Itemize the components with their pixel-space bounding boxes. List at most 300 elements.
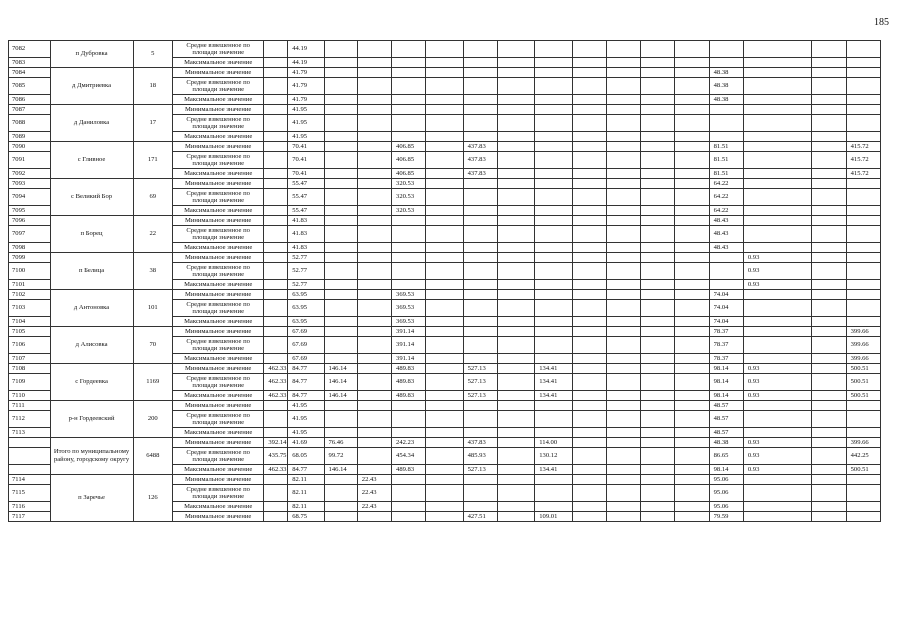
value-cell <box>463 68 497 78</box>
value-cell <box>846 105 880 115</box>
value-cell <box>264 105 288 115</box>
value-cell <box>743 206 812 216</box>
value-cell <box>572 179 606 189</box>
value-cell <box>264 502 288 512</box>
value-cell <box>641 401 675 411</box>
value-cell <box>357 448 391 465</box>
value-cell: 399.66 <box>846 354 880 364</box>
value-cell <box>324 502 357 512</box>
value-cell <box>426 485 463 502</box>
value-cell <box>606 41 640 58</box>
value-cell <box>324 226 357 243</box>
value-cell <box>846 189 880 206</box>
value-cell <box>426 364 463 374</box>
value-cell: 81.51 <box>709 142 743 152</box>
value-cell <box>641 512 675 522</box>
value-cell <box>675 280 709 290</box>
value-cell <box>675 502 709 512</box>
value-cell: 67.69 <box>288 337 324 354</box>
value-cell: 95.06 <box>709 485 743 502</box>
value-cell <box>743 485 812 502</box>
value-cell <box>743 327 812 337</box>
value-cell <box>743 428 812 438</box>
value-cell <box>426 253 463 263</box>
settlement-name: р-н Гордеевский <box>50 401 133 438</box>
value-cell: 41.95 <box>288 105 324 115</box>
value-cell <box>463 189 497 206</box>
page-number: 185 <box>874 17 889 28</box>
value-cell <box>324 253 357 263</box>
value-cell: 391.14 <box>392 354 426 364</box>
value-cell: 64.22 <box>709 206 743 216</box>
value-cell <box>572 189 606 206</box>
value-cell <box>426 337 463 354</box>
value-cell <box>497 485 534 502</box>
value-cell: 22.43 <box>357 485 391 502</box>
row-number: 7085 <box>9 78 51 95</box>
value-cell <box>357 374 391 391</box>
settlement-name: п Белица <box>50 253 133 290</box>
value-cell <box>324 290 357 300</box>
value-cell <box>497 132 534 142</box>
value-cell <box>392 58 426 68</box>
value-cell <box>675 485 709 502</box>
value-cell <box>264 152 288 169</box>
value-cell <box>426 263 463 280</box>
value-cell <box>264 317 288 327</box>
value-cell <box>426 290 463 300</box>
value-cell <box>572 411 606 428</box>
value-cell <box>497 374 534 391</box>
value-cell <box>812 475 846 485</box>
value-cell <box>463 216 497 226</box>
value-cell <box>812 41 846 58</box>
value-cell <box>463 253 497 263</box>
value-cell <box>572 327 606 337</box>
value-cell <box>535 132 572 142</box>
value-cell <box>463 428 497 438</box>
value-cell <box>535 41 572 58</box>
value-cell <box>535 428 572 438</box>
value-cell <box>846 206 880 216</box>
value-cell <box>264 78 288 95</box>
value-cell: 462.33 <box>264 364 288 374</box>
value-cell <box>426 438 463 448</box>
value-cell <box>497 95 534 105</box>
value-cell: 70.41 <box>288 142 324 152</box>
value-cell <box>497 465 534 475</box>
value-cell <box>675 475 709 485</box>
value-kind: Средне взвешенное по площади значение <box>173 337 264 354</box>
value-cell: 98.14 <box>709 391 743 401</box>
value-cell: 146.14 <box>324 391 357 401</box>
value-cell: 399.66 <box>846 327 880 337</box>
value-cell: 78.37 <box>709 337 743 354</box>
value-cell <box>846 401 880 411</box>
row-number: 7096 <box>9 216 51 226</box>
value-cell <box>846 243 880 253</box>
value-kind: Средне взвешенное по площади значение <box>173 78 264 95</box>
value-cell <box>641 115 675 132</box>
value-cell <box>606 78 640 95</box>
value-cell <box>497 142 534 152</box>
value-cell <box>572 226 606 243</box>
value-cell <box>812 317 846 327</box>
value-cell <box>812 115 846 132</box>
value-cell <box>535 475 572 485</box>
value-cell <box>324 475 357 485</box>
value-cell <box>606 95 640 105</box>
value-cell <box>641 253 675 263</box>
value-cell <box>846 263 880 280</box>
value-cell <box>535 337 572 354</box>
value-cell <box>497 189 534 206</box>
table-row <box>9 290 881 300</box>
value-kind: Максимальное значение <box>173 428 264 438</box>
value-cell: 74.04 <box>709 317 743 327</box>
row-number: 7114 <box>9 475 51 485</box>
value-cell: 0.93 <box>743 438 812 448</box>
value-cell <box>426 78 463 95</box>
population: 70 <box>133 327 172 364</box>
row-number: 7116 <box>9 502 51 512</box>
value-cell <box>812 364 846 374</box>
row-number: 7117 <box>9 512 51 522</box>
value-cell <box>264 300 288 317</box>
value-cell <box>324 327 357 337</box>
value-cell: 462.33 <box>264 374 288 391</box>
value-cell: 84.77 <box>288 364 324 374</box>
value-cell <box>743 78 812 95</box>
row-number: 7088 <box>9 115 51 132</box>
value-cell <box>846 179 880 189</box>
row-number: 7113 <box>9 428 51 438</box>
value-cell <box>606 206 640 216</box>
value-cell: 48.38 <box>709 95 743 105</box>
value-cell <box>357 263 391 280</box>
value-cell <box>357 253 391 263</box>
value-cell <box>324 115 357 132</box>
value-cell: 48.57 <box>709 401 743 411</box>
row-number: 7104 <box>9 317 51 327</box>
value-cell <box>324 428 357 438</box>
value-cell <box>572 68 606 78</box>
value-cell <box>264 428 288 438</box>
value-cell <box>709 280 743 290</box>
value-cell <box>812 132 846 142</box>
table-row <box>9 327 881 337</box>
value-cell <box>606 105 640 115</box>
value-cell <box>675 216 709 226</box>
value-cell: 78.37 <box>709 327 743 337</box>
table-row <box>9 41 881 58</box>
value-kind: Минимальное значение <box>173 290 264 300</box>
value-cell <box>324 512 357 522</box>
value-cell <box>675 465 709 475</box>
value-cell: 114.00 <box>535 438 572 448</box>
value-cell <box>606 411 640 428</box>
value-cell: 109.01 <box>535 512 572 522</box>
value-cell <box>812 438 846 448</box>
row-number: 7093 <box>9 179 51 189</box>
value-cell: 86.65 <box>709 448 743 465</box>
value-cell: 48.38 <box>709 78 743 95</box>
value-cell <box>641 206 675 216</box>
value-cell <box>535 152 572 169</box>
value-cell: 146.14 <box>324 374 357 391</box>
value-cell <box>812 512 846 522</box>
value-cell <box>641 78 675 95</box>
value-cell: 44.19 <box>288 41 324 58</box>
population: 22 <box>133 216 172 253</box>
value-cell <box>675 132 709 142</box>
value-cell <box>392 502 426 512</box>
value-cell: 369.53 <box>392 317 426 327</box>
value-cell <box>535 115 572 132</box>
population: 1169 <box>133 364 172 401</box>
value-cell <box>572 78 606 95</box>
value-cell: 415.72 <box>846 142 880 152</box>
value-cell <box>426 512 463 522</box>
value-cell <box>675 243 709 253</box>
value-cell <box>535 243 572 253</box>
value-cell <box>357 327 391 337</box>
value-cell <box>497 169 534 179</box>
value-cell <box>426 189 463 206</box>
value-cell: 427.51 <box>463 512 497 522</box>
value-cell <box>357 300 391 317</box>
value-cell <box>497 78 534 95</box>
value-cell <box>572 115 606 132</box>
value-cell <box>357 391 391 401</box>
value-cell <box>426 68 463 78</box>
value-cell <box>641 364 675 374</box>
row-number: 7102 <box>9 290 51 300</box>
value-cell <box>675 68 709 78</box>
value-cell <box>709 58 743 68</box>
value-kind: Средне взвешенное по площади значение <box>173 226 264 243</box>
value-cell <box>572 243 606 253</box>
settlement-name: д Дмитриевка <box>50 68 133 105</box>
value-cell <box>606 448 640 465</box>
value-cell <box>324 68 357 78</box>
value-cell <box>426 411 463 428</box>
value-cell <box>743 502 812 512</box>
value-cell <box>463 502 497 512</box>
table-row <box>9 475 881 485</box>
value-cell <box>264 337 288 354</box>
value-cell <box>709 105 743 115</box>
settlement-name: п Борец <box>50 216 133 253</box>
row-number <box>9 465 51 475</box>
table-row <box>9 68 881 78</box>
row-number: 7110 <box>9 391 51 401</box>
value-cell <box>743 226 812 243</box>
value-cell <box>392 475 426 485</box>
value-cell <box>743 95 812 105</box>
value-cell: 22.43 <box>357 502 391 512</box>
row-number: 7107 <box>9 354 51 364</box>
value-cell <box>675 428 709 438</box>
value-cell <box>357 105 391 115</box>
value-cell <box>812 428 846 438</box>
value-cell <box>497 300 534 317</box>
value-cell <box>812 78 846 95</box>
value-cell <box>497 401 534 411</box>
value-cell <box>606 169 640 179</box>
value-cell <box>426 502 463 512</box>
value-cell <box>426 142 463 152</box>
value-cell: 406.85 <box>392 142 426 152</box>
value-kind: Минимальное значение <box>173 216 264 226</box>
value-cell: 48.43 <box>709 226 743 243</box>
value-kind: Минимальное значение <box>173 401 264 411</box>
value-cell: 48.43 <box>709 216 743 226</box>
value-kind: Средне взвешенное по площади значение <box>173 263 264 280</box>
settlement-name: Итого по муниципальному району, городскому округу <box>50 438 133 475</box>
value-cell <box>357 41 391 58</box>
value-cell <box>606 502 640 512</box>
value-cell <box>743 105 812 115</box>
value-cell <box>535 216 572 226</box>
value-cell <box>357 337 391 354</box>
value-cell <box>606 68 640 78</box>
value-cell: 84.77 <box>288 465 324 475</box>
value-kind: Минимальное значение <box>173 105 264 115</box>
value-cell: 52.77 <box>288 280 324 290</box>
value-kind: Максимальное значение <box>173 95 264 105</box>
value-cell: 81.51 <box>709 152 743 169</box>
value-kind: Средне взвешенное по площади значение <box>173 374 264 391</box>
value-cell <box>426 226 463 243</box>
value-cell <box>572 428 606 438</box>
value-cell <box>572 41 606 58</box>
value-cell: 369.53 <box>392 300 426 317</box>
value-cell <box>606 142 640 152</box>
value-cell <box>641 374 675 391</box>
value-cell <box>606 132 640 142</box>
value-cell <box>497 448 534 465</box>
value-cell <box>392 253 426 263</box>
value-cell <box>426 95 463 105</box>
value-cell: 485.93 <box>463 448 497 465</box>
value-cell <box>497 475 534 485</box>
value-cell <box>572 58 606 68</box>
value-cell <box>324 337 357 354</box>
value-cell <box>846 68 880 78</box>
value-cell <box>846 253 880 263</box>
table-row <box>9 364 881 374</box>
value-cell: 55.47 <box>288 206 324 216</box>
row-number: 7108 <box>9 364 51 374</box>
value-cell <box>497 152 534 169</box>
value-cell <box>324 105 357 115</box>
value-cell <box>324 354 357 364</box>
value-kind: Максимальное значение <box>173 317 264 327</box>
value-cell <box>572 290 606 300</box>
value-cell: 98.14 <box>709 374 743 391</box>
value-cell <box>497 216 534 226</box>
table-row <box>9 401 881 411</box>
value-cell <box>675 105 709 115</box>
value-cell <box>641 411 675 428</box>
value-cell <box>572 263 606 280</box>
value-kind: Минимальное значение <box>173 68 264 78</box>
value-cell <box>392 485 426 502</box>
value-cell <box>675 226 709 243</box>
value-cell <box>846 58 880 68</box>
value-cell: 500.51 <box>846 364 880 374</box>
value-cell <box>357 78 391 95</box>
value-cell <box>812 243 846 253</box>
value-cell <box>812 253 846 263</box>
value-cell <box>606 226 640 243</box>
value-cell <box>357 280 391 290</box>
value-cell <box>846 95 880 105</box>
value-cell <box>743 179 812 189</box>
value-cell: 415.72 <box>846 169 880 179</box>
row-number: 7098 <box>9 243 51 253</box>
value-cell: 81.51 <box>709 169 743 179</box>
value-cell: 320.53 <box>392 206 426 216</box>
value-cell <box>606 243 640 253</box>
value-cell <box>606 152 640 169</box>
value-cell <box>426 475 463 485</box>
value-cell <box>846 78 880 95</box>
settlement-name: д Даниловка <box>50 105 133 142</box>
value-cell <box>812 290 846 300</box>
population: 17 <box>133 105 172 142</box>
value-cell <box>846 226 880 243</box>
value-cell: 527.13 <box>463 374 497 391</box>
value-cell <box>392 512 426 522</box>
value-cell <box>497 280 534 290</box>
value-cell <box>535 280 572 290</box>
value-cell <box>812 300 846 317</box>
value-cell <box>463 401 497 411</box>
row-number: 7112 <box>9 411 51 428</box>
value-cell <box>606 512 640 522</box>
value-cell <box>392 428 426 438</box>
value-cell <box>675 438 709 448</box>
row-number: 7087 <box>9 105 51 115</box>
value-cell <box>743 142 812 152</box>
value-cell <box>324 132 357 142</box>
value-cell <box>675 401 709 411</box>
value-cell <box>463 78 497 95</box>
value-cell <box>606 337 640 354</box>
value-cell <box>709 253 743 263</box>
value-cell: 55.47 <box>288 179 324 189</box>
value-cell <box>324 216 357 226</box>
value-cell <box>357 226 391 243</box>
value-kind: Средне взвешенное по площади значение <box>173 189 264 206</box>
value-cell: 500.51 <box>846 391 880 401</box>
value-cell: 74.04 <box>709 300 743 317</box>
value-cell <box>709 132 743 142</box>
value-cell <box>743 132 812 142</box>
row-number: 7105 <box>9 327 51 337</box>
value-cell <box>675 179 709 189</box>
value-cell: 391.14 <box>392 337 426 354</box>
value-cell <box>572 391 606 401</box>
value-cell <box>572 374 606 391</box>
value-cell: 489.83 <box>392 465 426 475</box>
value-cell <box>535 95 572 105</box>
value-cell <box>497 364 534 374</box>
value-cell <box>675 448 709 465</box>
value-cell <box>743 58 812 68</box>
